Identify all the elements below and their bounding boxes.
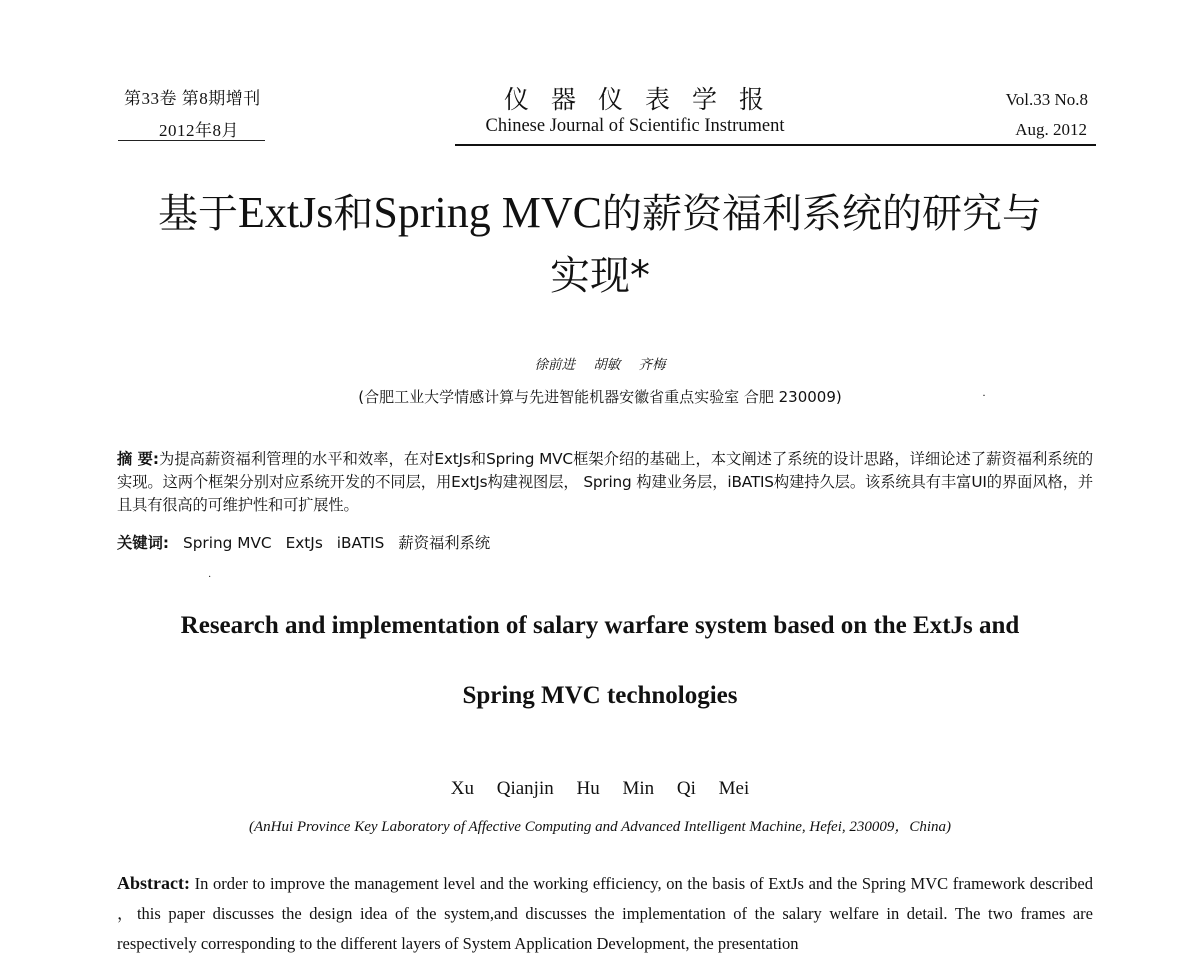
keyword-item: ExtJs — [285, 534, 323, 552]
publication-date-cn: 2012年8月 — [159, 121, 239, 140]
paper-title-cn — [60, 186, 1140, 303]
abstract-en — [117, 868, 1093, 959]
keyword-item: 薪资福利系统 — [398, 534, 491, 552]
paper-title-cn-line2: 实现* — [550, 253, 650, 299]
abstract-en-text: In order to improve the management level and the working efficiency, on the basis of ExtJs and the Spring MVC framework described ，this paper discusses the design idea of the system,and discusses the implementation of the salary welfare in detail. The two frames are respectively corresponding to the different layers of System Application Development, the presentation — [117, 874, 1093, 953]
volume-number-en: Vol.33 No.8 — [1005, 90, 1088, 109]
abstract-cn-text: 为提高薪资福利管理的水平和效率，在对ExtJs和Spring MVC框架介绍的基础上，本文阐述了系统的设计思路，详细论述了薪资福利系统的实现。这两个框架分别对应系统开发的不同层，用ExtJs构建视图层， Spring 构建业务层，iBATIS构建持久层。该系统具有丰富UI的界面风格，并且具有很高的可维护性和可扩展性。 — [117, 450, 1093, 514]
abstract-cn — [117, 448, 1093, 517]
affiliation-cn: (合肥工业大学情感计算与先进智能机器安徽省重点实验室 合肥 230009) — [358, 388, 842, 406]
volume-issue: 第33卷 第8期增刊 — [124, 89, 261, 108]
journal-title-cn: 仪器仪表学报 — [503, 87, 786, 114]
header-rule — [455, 144, 1096, 146]
journal-title-en: Chinese Journal of Scientific Instrument — [485, 116, 785, 136]
keywords-cn — [117, 531, 490, 553]
paper-title-en-line2: Spring MVC technologies — [462, 682, 738, 709]
stray-mark: · — [982, 388, 986, 402]
abstract-en-label: Abstract: — [117, 873, 190, 893]
abstract-cn-label: 摘 要: — [117, 450, 159, 468]
paper-title-en-line1: Research and implementation of salary warfare system based on the ExtJs and — [180, 612, 1020, 639]
affiliation-en: (AnHui Province Key Laboratory of Affective Computing and Advanced Intelligent Machine, Hefei, 230009，China) — [248, 819, 952, 835]
keyword-item: iBATIS — [336, 534, 385, 552]
keywords-cn-label: 关键词: — [117, 534, 170, 552]
stray-mark: · — [208, 572, 212, 583]
title-cn-part3: 和 — [333, 191, 374, 237]
keyword-item: Spring MVC — [183, 534, 272, 552]
authors-cn: 徐前进 胡敏 齐梅 — [534, 357, 666, 373]
authors-en: Xu Qianjin Hu Min Qi Mei — [450, 778, 750, 799]
paper-title-cn-line1 — [60, 186, 1140, 241]
title-cn-part1: 基于 — [158, 191, 239, 237]
title-cn-part2: ExtJs — [238, 188, 334, 237]
publication-date-en: Aug. 2012 — [1015, 120, 1087, 139]
title-cn-part4: Spring MVC — [373, 188, 602, 237]
title-cn-part5: 的薪资福利系统的研究与 — [601, 191, 1042, 237]
header-left-rule — [118, 140, 265, 141]
